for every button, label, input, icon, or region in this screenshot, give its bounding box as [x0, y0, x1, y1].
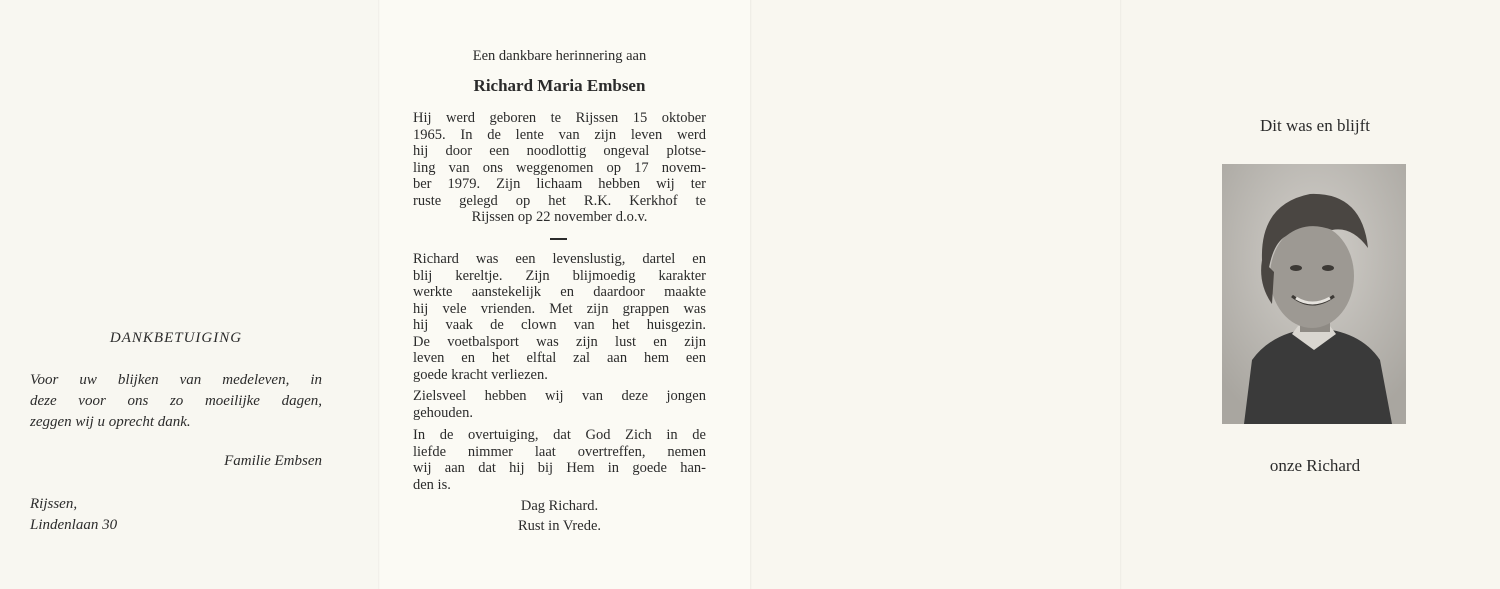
fold-line — [1120, 0, 1122, 589]
bio-line: Hij werd geboren te Rijssen 15 oktober — [413, 110, 706, 126]
character-line: werkte aanstekelijk en daardoor maakte — [413, 284, 706, 300]
faith-line: liefde nimmer laat overtreffen, nemen — [413, 443, 706, 460]
panel-blank — [750, 0, 1122, 589]
tribute-caption-top: Dit was en blijft — [1259, 116, 1370, 135]
deceased-name: Richard Maria Embsen — [473, 76, 646, 95]
faith-line: wij aan dat hij bij Hem in goede han- — [413, 460, 706, 476]
portrait-illustration — [1222, 164, 1406, 424]
character-line: blij kereltje. Zijn blijmoedig karakter — [413, 267, 706, 284]
closing-farewell — [413, 496, 706, 536]
section-divider — [550, 238, 567, 240]
farewell-line: Dag Richard. — [520, 498, 599, 514]
character-paragraph — [413, 251, 706, 383]
fold-line — [750, 0, 752, 589]
character-line: hij vaak de clown van het huisgezin. — [413, 317, 706, 333]
farewell-line: Rust in Vrede. — [517, 518, 602, 534]
biography-paragraph — [413, 110, 706, 226]
fold-line — [378, 0, 380, 589]
thanks-line: deze voor ons zo moeilijke dagen, — [30, 393, 322, 409]
tribute-caption-bottom: onze Richard — [1269, 456, 1361, 475]
character-line: hij vele vrienden. Met zijn grappen was — [413, 300, 706, 317]
bio-line: ling van ons weggenomen op 17 novem- — [413, 159, 706, 176]
bio-line: 1965. In de lente van zijn leven werd — [413, 126, 706, 143]
love-line: gehouden. — [413, 404, 473, 421]
love-paragraph — [413, 388, 706, 421]
faith-line: den is. — [413, 476, 451, 493]
address-line: Rijssen, — [30, 496, 78, 512]
character-line: Richard was een levenslustig, dartel en — [413, 251, 706, 267]
bio-line: Rijssen op 22 november d.o.v. — [471, 209, 648, 225]
bio-line: ber 1979. Zijn lichaam hebben wij ter — [413, 176, 706, 192]
thanks-line: Voor uw blijken van medeleven, in — [30, 372, 322, 388]
faith-line: In de overtuiging, dat God Zich in de — [413, 427, 706, 443]
character-line: leven en het elftal zal aan hem een — [413, 350, 706, 366]
thanks-title: DANKBETUIGING — [109, 330, 243, 346]
address-line: Lindenlaan 30 — [30, 517, 118, 533]
bio-line: hij door een noodlottig ongeval plotse- — [413, 143, 706, 159]
faith-paragraph — [413, 427, 706, 493]
portrait-photo — [1222, 164, 1406, 424]
address — [30, 494, 230, 536]
thanks-message — [30, 370, 322, 433]
character-line: De voetbalsport was zijn lust en zijn — [413, 333, 706, 350]
thanks-line: zeggen wij u oprecht dank. — [30, 414, 191, 430]
bio-line: ruste gelegd op het R.K. Kerkhof te — [413, 192, 706, 209]
memorial-heading: Een dankbare herinnering aan — [472, 48, 647, 64]
family-signature: Familie Embsen — [224, 453, 322, 469]
character-line: goede kracht verliezen. — [413, 366, 548, 383]
love-line: Zielsveel hebben wij van deze jongen — [413, 388, 706, 404]
